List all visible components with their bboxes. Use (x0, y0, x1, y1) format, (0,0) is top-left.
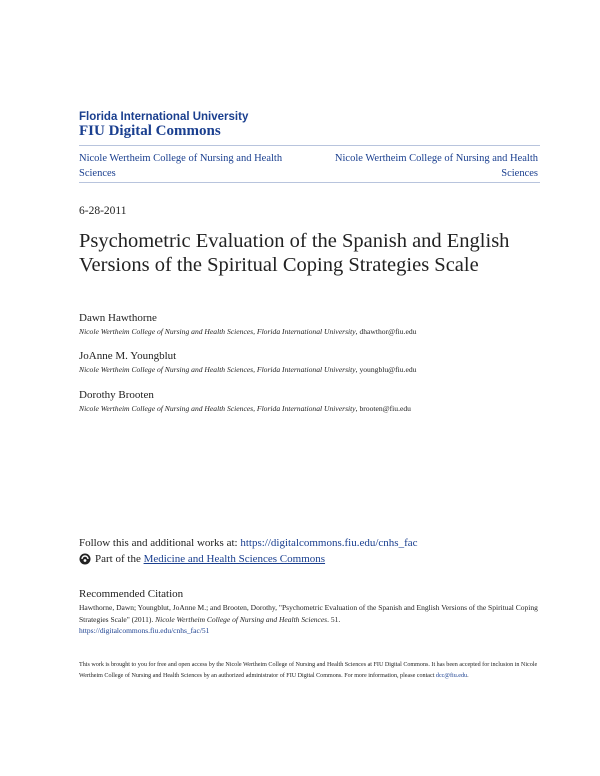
author-email: , brooten@fiu.edu (355, 404, 411, 413)
university-name: Florida International University (79, 111, 249, 123)
header-divider (79, 145, 540, 146)
footer-text: This work is brought to you for free and open access by the Nicole Wertheim College of Nursing and Health Sciences at FIU Digital Commons. It has been accepted for inclusion in Nicole Wertheim College of Nursing and Health Sciences by an authorized administrator of FIU Digital Commons. For more information, please contact (79, 662, 538, 679)
citation-text (79, 602, 539, 637)
citation-number: . 51. (327, 614, 341, 624)
collection-link-left[interactable]: Nicole Wertheim College of Nursing and Health Sciences (79, 153, 283, 179)
author-name: Dawn Hawthorne (79, 312, 157, 324)
recommended-citation-heading: Recommended Citation (79, 588, 184, 600)
author-name: JoAnne M. Youngblut (79, 350, 177, 362)
publication-date: 6-28-2011 (79, 205, 127, 217)
footer-notice (79, 660, 541, 681)
affiliation-text: Nicole Wertheim College of Nursing and Health Sciences, Florida International University (79, 365, 356, 374)
commons-link[interactable]: Medicine and Health Sciences Commons (143, 553, 326, 565)
author-email: , youngblu@fiu.edu (355, 365, 417, 374)
citation-body: Hawthorne, Dawn; Youngblut, JoAnne M.; and Brooten, Dorothy, "Psychometric Evaluation of the Spanish and English Versions of the Spiritual Coping Strategies Scale" (2011). (79, 603, 538, 624)
document-title: Psychometric Evaluation of the Spanish and English Versions of the Spiritual Coping Strategies Scale (79, 230, 510, 276)
header-divider-bottom (79, 182, 540, 183)
citation-collection: Nicole Wertheim College of Nursing and Health Sciences (155, 614, 328, 624)
follow-text: Follow this and additional works at: (79, 537, 241, 549)
author-affiliation (79, 404, 411, 413)
citation-url-link[interactable]: https://digitalcommons.fiu.edu/cnhs_fac/51 (79, 626, 210, 635)
affiliation-text: Nicole Wertheim College of Nursing and Health Sciences, Florida International University (79, 327, 356, 336)
author-affiliation (79, 365, 416, 374)
author-email: , dhawthor@fiu.edu (355, 327, 417, 336)
author-affiliation (79, 327, 416, 336)
open-access-icon (79, 553, 91, 565)
part-of-text: Part of the (95, 553, 141, 565)
collection-url-link[interactable]: https://digitalcommons.fiu.edu/cnhs_fac (240, 537, 418, 549)
follow-line (79, 537, 418, 549)
affiliation-text: Nicole Wertheim College of Nursing and Health Sciences, Florida International University (79, 404, 356, 413)
contact-email-link[interactable]: dcc@fiu.edu (435, 672, 468, 679)
footer-end: . (467, 672, 469, 679)
collection-link-right[interactable]: Nicole Wertheim College of Nursing and Health Sciences (334, 153, 538, 179)
part-of-line (79, 553, 325, 565)
author-name: Dorothy Brooten (79, 389, 154, 401)
repository-name[interactable]: FIU Digital Commons (79, 123, 221, 139)
